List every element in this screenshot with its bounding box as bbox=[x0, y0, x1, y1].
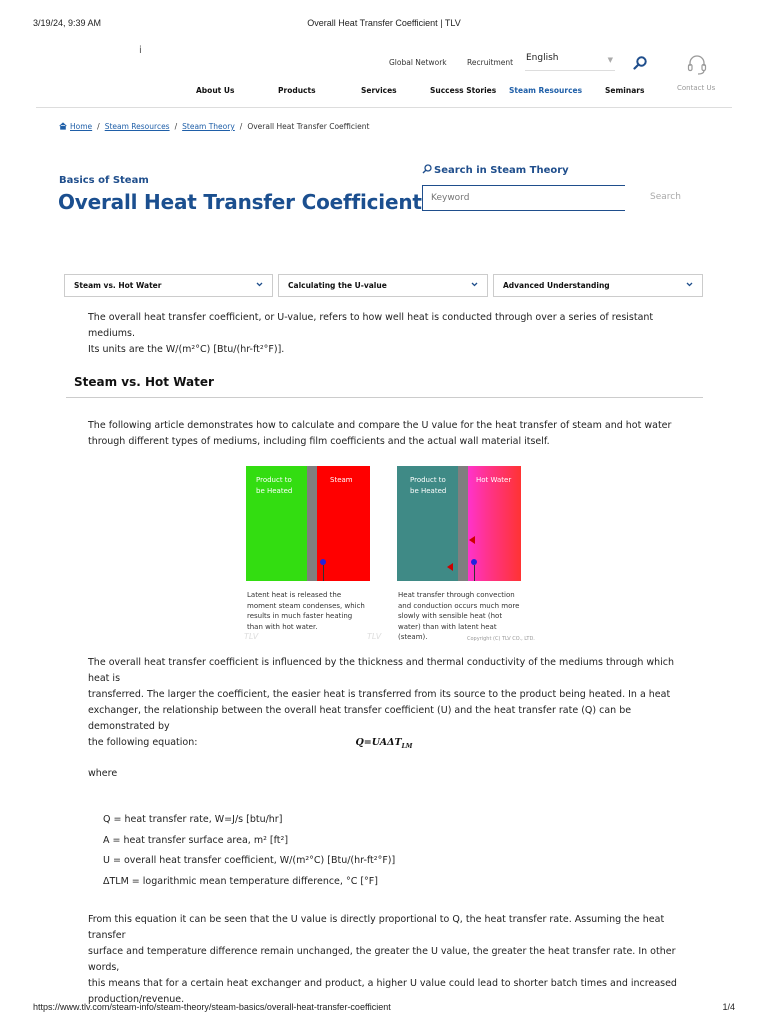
dropdown-label: Calculating the U-value bbox=[288, 281, 387, 290]
breadcrumb-separator: / bbox=[97, 122, 100, 131]
steam-caption bbox=[247, 590, 365, 632]
search-icon bbox=[422, 164, 432, 174]
steam-heating-diagram bbox=[246, 466, 370, 581]
pointer-line bbox=[323, 565, 324, 581]
jump-advanced-understanding[interactable] bbox=[493, 274, 703, 297]
caption-line: Latent heat is released the bbox=[247, 591, 342, 599]
figure-copyright: Copyright (C) TLV CO., LTD. bbox=[467, 636, 535, 642]
nav-steam-resources[interactable]: Steam Resources bbox=[509, 86, 583, 95]
jump-steam-vs-hot-water[interactable] bbox=[64, 274, 273, 297]
logo[interactable]: i bbox=[139, 45, 142, 56]
article-intro-line: The following article demonstrates how to calculate and compare the U value for the heat transfer of steam and hot water bbox=[88, 420, 672, 431]
dropdown-label: Advanced Understanding bbox=[503, 281, 610, 290]
label-line: Product to bbox=[410, 476, 446, 484]
nav-about-us[interactable]: About Us bbox=[196, 86, 235, 95]
definition-item: ΔTLM = logarithmic mean temperature difference, °C [°F] bbox=[103, 875, 378, 887]
caption-line: (steam). bbox=[398, 633, 428, 641]
body-line: transferred. The larger the coefficient, the easier heat is transferred from its source to the product being heated. In a heat bbox=[88, 689, 671, 700]
wall-region bbox=[307, 466, 317, 581]
watermark: TLV bbox=[367, 632, 382, 641]
chevron-down-icon bbox=[685, 280, 694, 289]
search-icon[interactable] bbox=[632, 55, 648, 71]
body-line: the following equation: bbox=[88, 737, 198, 748]
contact-us-link[interactable]: Contact Us bbox=[677, 84, 716, 92]
breadcrumb-separator: / bbox=[239, 122, 243, 131]
body-line: surface and temperature difference remain unchanged, the greater the U value, the greater the heat transfer rate. In other words, bbox=[88, 946, 676, 973]
definition-item: A = heat transfer surface area, m² [ft²] bbox=[103, 834, 289, 846]
nav-services[interactable]: Services bbox=[361, 86, 397, 95]
caption-line: slowly with sensible heat (hot bbox=[398, 612, 503, 620]
intro-line: The overall heat transfer coefficient, or U-value, refers to how well heat is conducted through over a series of resistant mediums. bbox=[88, 312, 654, 339]
wall-region bbox=[458, 466, 468, 581]
page-title: Overall Heat Transfer Coefficient bbox=[58, 190, 422, 214]
article-intro bbox=[88, 418, 680, 450]
hot-water-caption bbox=[398, 590, 519, 643]
breadcrumb-separator: / bbox=[174, 122, 178, 131]
definition-item: U = overall heat transfer coefficient, W/(m²°C) [Btu/(hr-ft²°F)] bbox=[103, 855, 396, 866]
print-title: Overall Heat Transfer Coefficient | TLV bbox=[307, 18, 461, 28]
breadcrumb-steam-resources[interactable]: Steam Resources bbox=[104, 122, 170, 131]
caption-line: Heat transfer through convection bbox=[398, 591, 515, 599]
body-line: The overall heat transfer coefficient is influenced by the thickness and thermal conductivity of the mediums through which heat is bbox=[88, 657, 675, 684]
steam-theory-search-label bbox=[422, 164, 569, 176]
caption-line: moment steam condenses, which bbox=[247, 601, 365, 610]
body-line: production/revenue. bbox=[88, 994, 185, 1005]
product-label bbox=[256, 475, 292, 497]
headset-icon[interactable] bbox=[686, 53, 708, 77]
label-line: be Heated bbox=[410, 487, 447, 495]
print-datetime: 3/19/24, 9:39 AM bbox=[33, 18, 102, 28]
recruitment-link[interactable]: Recruitment bbox=[467, 58, 514, 67]
equation-main: Q=UAΔT bbox=[355, 737, 402, 748]
heat-transfer-equation bbox=[0, 737, 768, 750]
chevron-down-icon bbox=[470, 280, 479, 289]
definition-item: Q = heat transfer rate, W=J/s [btu/hr] bbox=[103, 814, 283, 825]
caption-line: than with hot water. bbox=[247, 622, 318, 631]
keyword-input[interactable] bbox=[422, 185, 625, 211]
jump-calculating-u-value[interactable] bbox=[278, 274, 488, 297]
steam-label: Steam bbox=[330, 476, 353, 484]
home-icon bbox=[59, 122, 67, 130]
section-kicker: Basics of Steam bbox=[59, 175, 149, 186]
search-label-text: Search in Steam Theory bbox=[434, 165, 569, 176]
breadcrumb-home[interactable]: Home bbox=[70, 122, 93, 131]
pointer-line bbox=[474, 565, 475, 581]
section-heading: Steam vs. Hot Water bbox=[74, 375, 214, 389]
language-value: English bbox=[526, 53, 559, 63]
nav-success-stories[interactable]: Success Stories bbox=[430, 86, 497, 95]
body-line: exchanger, the relationship between the overall heat transfer coefficient (U) and the heat transfer rate (Q) can be demonstrated by bbox=[88, 705, 632, 732]
print-url: https://www.tlv.com/steam-info/steam-theory/steam-basics/overall-heat-transfer-coefficient bbox=[33, 1002, 391, 1012]
intro-line: Its units are the W/(m²°C) [Btu/(hr-ft²°F)]. bbox=[88, 344, 285, 355]
body-line: From this equation it can be seen that the U value is directly proportional to Q, the heat transfer rate. Assuming the heat transfer bbox=[88, 914, 665, 941]
arrow-left-icon bbox=[469, 536, 475, 544]
caption-line: results in much faster heating bbox=[247, 612, 353, 620]
breadcrumb bbox=[59, 122, 369, 131]
label-line: Product to bbox=[256, 476, 292, 484]
dropdown-label: Steam vs. Hot Water bbox=[74, 281, 162, 290]
nav-seminars[interactable]: Seminars bbox=[605, 86, 645, 95]
product-label bbox=[410, 475, 446, 497]
search-button[interactable]: Search bbox=[650, 192, 681, 202]
watermark: TLV bbox=[244, 632, 259, 641]
chevron-down-icon bbox=[255, 280, 264, 289]
body-paragraph-2 bbox=[88, 912, 680, 1008]
intro-paragraph bbox=[88, 310, 680, 358]
label-line: be Heated bbox=[256, 487, 293, 495]
chevron-down-icon: ▼ bbox=[607, 56, 613, 64]
arrow-left-icon bbox=[447, 563, 453, 571]
caption-line: water) than with latent heat bbox=[398, 622, 497, 631]
breadcrumb-current: Overall Heat Transfer Coefficient bbox=[247, 122, 370, 131]
section-divider bbox=[66, 397, 703, 398]
caption-line: and conduction occurs much more bbox=[398, 601, 520, 610]
body-line: this means that for a certain heat exchanger and product, a higher U value could lead to shorter batch times and increased bbox=[88, 978, 677, 989]
nav-divider bbox=[36, 107, 732, 108]
print-page-number: 1/4 bbox=[722, 1002, 735, 1012]
definitions-list bbox=[103, 810, 395, 892]
article-intro-line: through different types of mediums, including film coefficients and the actual wall material itself. bbox=[88, 436, 550, 447]
language-select[interactable] bbox=[525, 53, 615, 71]
equation-subscript: LM bbox=[401, 742, 413, 750]
where-text: where bbox=[88, 768, 118, 779]
nav-products[interactable]: Products bbox=[278, 86, 316, 95]
global-network-link[interactable]: Global Network bbox=[389, 58, 447, 67]
hot-water-label: Hot Water bbox=[476, 476, 512, 484]
breadcrumb-steam-theory[interactable]: Steam Theory bbox=[182, 122, 235, 131]
hot-water-heating-diagram bbox=[397, 466, 521, 581]
